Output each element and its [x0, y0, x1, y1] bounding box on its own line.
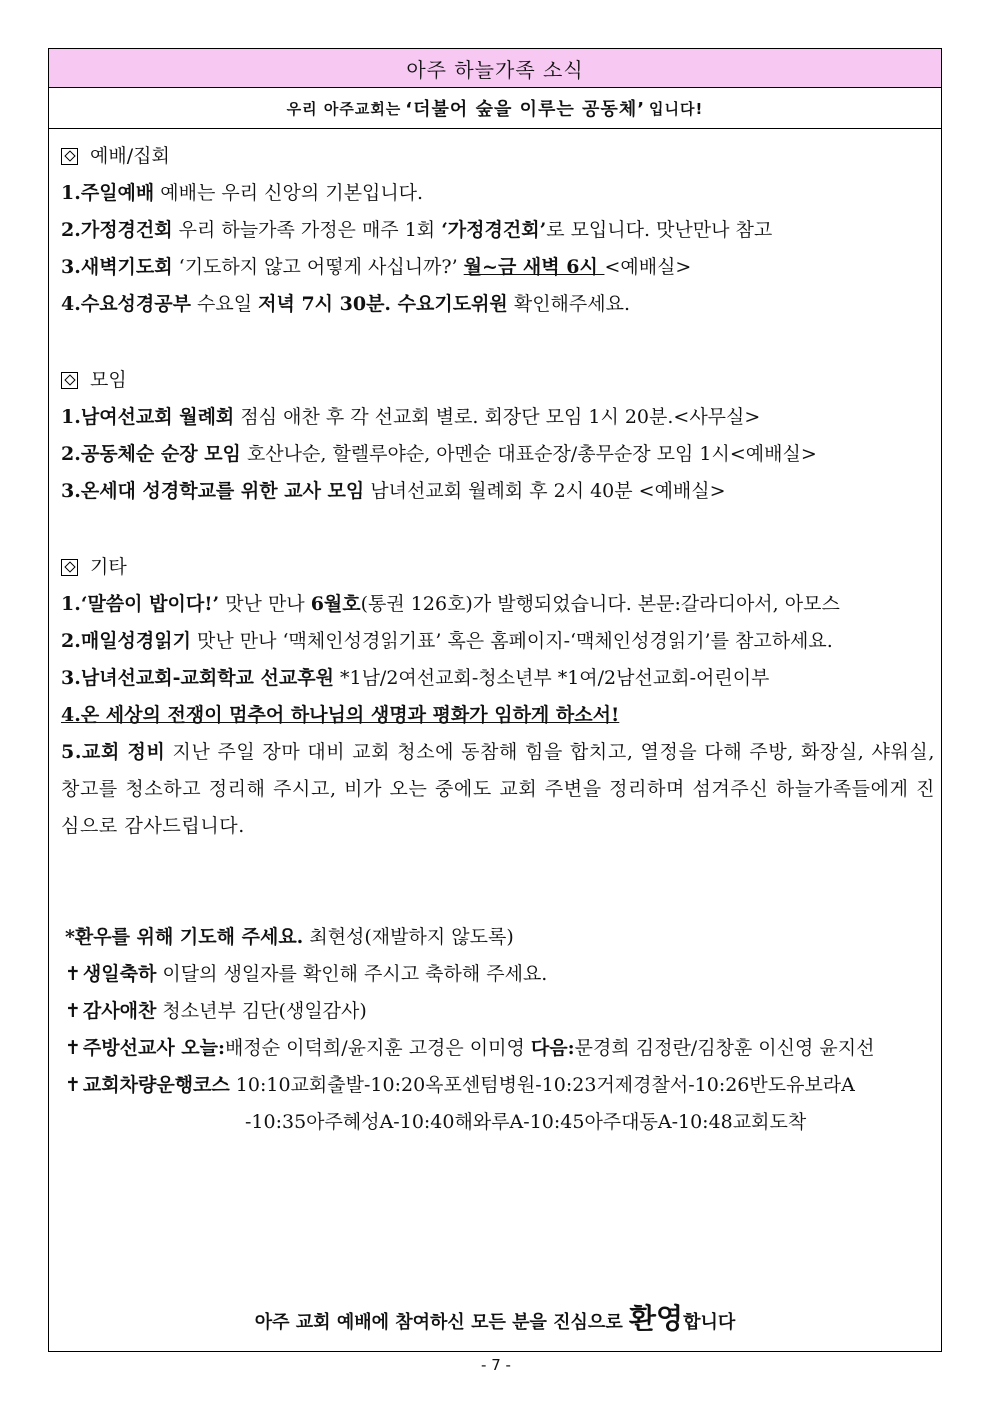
item-label: 2.공동체순 순장 모임	[61, 443, 241, 465]
meetings-item-3	[61, 473, 935, 510]
section-etc-heading	[61, 548, 935, 586]
item-text: 우리 하늘가족 가정은 매주 1회	[172, 219, 442, 241]
cross-icon: ✝	[65, 1037, 81, 1059]
section-heading-text: 예배/집회	[90, 145, 170, 167]
welcome-post: 합니다	[683, 1312, 736, 1333]
note-text: 이달의 생일자를 확인해 주시고 축하해 주세요.	[156, 963, 548, 985]
item-text: 확인해주세요.	[507, 293, 631, 315]
item-emphasis: 6월호	[310, 593, 361, 615]
note-label: 다음:	[530, 1037, 575, 1059]
item-text: 로 모입니다. 맛난만나 참고	[546, 219, 773, 241]
item-emphasis: 저녁 7시 30분. 수요기도위원	[258, 293, 508, 315]
item-text: *1남/2여선교회-청소년부 *1여/2남선교회-어린이부	[333, 667, 770, 689]
item-text: 점심 애찬 후 각 선교회 별로. 회장단 모임 1시 20분.<사무실>	[234, 406, 761, 428]
item-label: 1.남여선교회 월례회	[61, 406, 235, 428]
etc-item-2	[61, 623, 935, 660]
item-label: 5.교회 정비	[61, 741, 166, 763]
note-label: *환우를 위해 기도해 주세요.	[65, 926, 304, 948]
note-text: -10:35아주혜성A-10:40해와루A-10:45아주대동A-10:48교회도착	[245, 1111, 807, 1133]
welcome-message	[49, 1297, 941, 1337]
item-label: 3.온세대 성경학교를 위한 교사 모임	[61, 480, 365, 502]
item-label: 1.‘말씀이 밥이다!’	[61, 593, 220, 615]
etc-item-4	[61, 697, 935, 734]
prayer-line: 4.온 세상의 전쟁이 멈추어 하나님의 생명과 평화가 임하게 하소서!	[61, 704, 620, 726]
item-text: 지난 주일 장마 대비 교회 청소에 동참해 힘을 합치고, 열정을 다해 주방, 화장실, 샤워실, 창고를 청소하고 정리해 주시고, 비가 오는 중에도 교회 주변을 정리하며 섬겨주신 하늘가족들에게 진심으로 감사드립니다.	[61, 741, 935, 837]
item-emphasis: ‘가정경건회’	[441, 219, 547, 241]
note-vehicle-cont	[65, 1104, 935, 1141]
item-text: 예배는 우리 신앙의 기본입니다.	[154, 182, 424, 204]
note-text: 배정순 이덕희/윤지훈 고경은 이미영	[225, 1037, 531, 1059]
note-kitchen	[65, 1030, 935, 1067]
note-birthday	[65, 956, 935, 993]
page-title	[49, 49, 941, 88]
item-text: (통권 126호)가 발행되었습니다. 본문:갈라디아서, 아모스	[360, 593, 840, 615]
section-meetings-heading	[61, 361, 935, 399]
item-label: 2.매일성경읽기	[61, 630, 191, 652]
item-label: 3.남녀선교회-교회학교 선교후원	[61, 667, 334, 689]
cross-icon: ✝	[65, 1074, 81, 1096]
item-text: 맛난 만나 ‘맥체인성경읽기표’ 혹은 홈페이지-‘맥체인성경읽기’를 참고하세요.	[190, 630, 833, 652]
worship-item-4	[61, 286, 935, 323]
subtitle-pre: 우리 아주교회는	[286, 99, 402, 118]
meetings-item-1	[61, 399, 935, 436]
item-text: ‘기도하지 않고 어떻게 사십니까?’	[172, 256, 464, 278]
etc-item-5	[61, 734, 935, 845]
item-text: <예배실>	[604, 256, 692, 278]
cross-icon: ✝	[65, 963, 81, 985]
subtitle-post: 입니다!	[649, 99, 704, 118]
note-label: 생일축하	[82, 963, 157, 985]
main-content	[61, 137, 935, 845]
etc-item-1	[61, 586, 935, 623]
meetings-item-2	[61, 436, 935, 473]
worship-item-3	[61, 249, 935, 286]
notes-block	[65, 919, 935, 1141]
item-label: 1.주일예배	[61, 182, 155, 204]
subtitle-emphasis: ‘더불어 숲을 이루는 공동체’	[405, 99, 646, 120]
diamond-box-icon	[61, 372, 78, 389]
note-text: 최현성(재발하지 않도록)	[303, 926, 514, 948]
diamond-box-icon	[61, 559, 78, 576]
note-text: 청소년부 김단(생일감사)	[156, 1000, 367, 1022]
welcome-emphasis: 환영	[628, 1302, 684, 1335]
item-text: 호산나순, 할렐루야순, 아멘순 대표순장/총무순장 모임 1시<예배실>	[240, 443, 817, 465]
worship-item-2	[61, 212, 935, 249]
item-label: 3.새벽기도회	[61, 256, 173, 278]
item-label: 4.수요성경공부	[61, 293, 191, 315]
newsletter-frame	[48, 48, 942, 1352]
welcome-pre: 아주 교회 예배에 참여하신 모든 분을 진심으로	[254, 1312, 629, 1333]
subtitle-banner	[49, 88, 941, 129]
item-underlined: 월~금 새벽 6시	[463, 256, 605, 278]
note-text: 10:10교회출발-10:20옥포센텀병원-10:23거제경찰서-10:26반도유보라A	[229, 1074, 855, 1096]
note-vehicle	[65, 1067, 935, 1104]
note-prayer	[65, 919, 935, 956]
section-heading-text: 기타	[90, 556, 127, 578]
note-label: 주방선교사 오늘:	[82, 1037, 226, 1059]
note-label: 교회차량운행코스	[82, 1074, 230, 1096]
section-heading-text: 모임	[90, 369, 127, 391]
etc-item-3	[61, 660, 935, 697]
title-text: 아주 하늘가족 소식	[406, 57, 584, 82]
cross-icon: ✝	[65, 1000, 81, 1022]
item-text: 맛난 만나	[219, 593, 311, 615]
page-number: - 7 -	[481, 1356, 511, 1374]
note-thanks	[65, 993, 935, 1030]
section-worship-heading	[61, 137, 935, 175]
item-text: 남녀선교회 월례회 후 2시 40분 <예배실>	[364, 480, 726, 502]
item-label: 2.가정경건회	[61, 219, 173, 241]
note-label: 감사애찬	[82, 1000, 157, 1022]
worship-item-1	[61, 175, 935, 212]
note-text: 문경희 김정란/김창훈 이신영 윤지선	[574, 1037, 875, 1059]
item-text: 수요일	[190, 293, 259, 315]
diamond-box-icon	[61, 148, 78, 165]
